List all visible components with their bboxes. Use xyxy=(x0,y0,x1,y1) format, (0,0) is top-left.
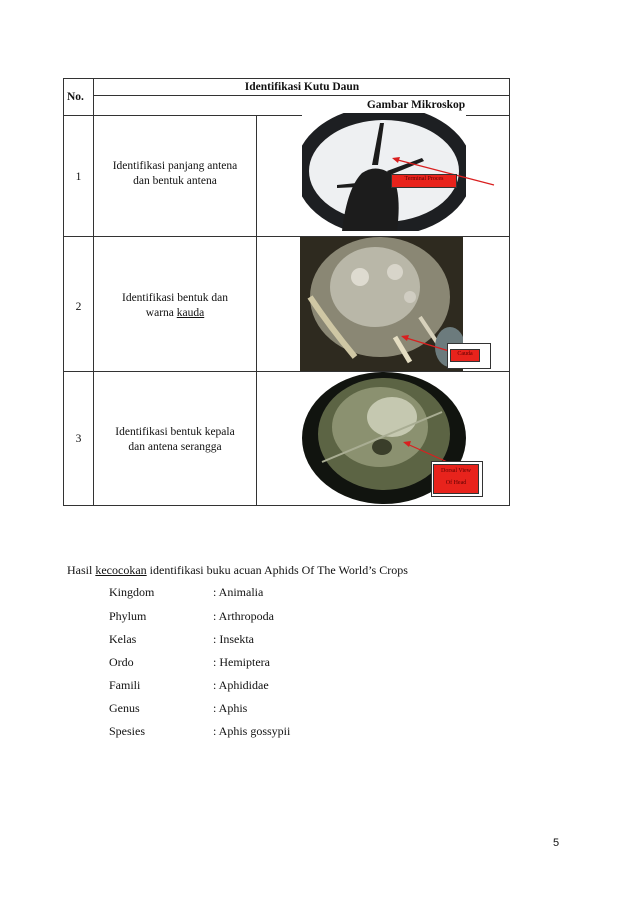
row-2-description xyxy=(94,291,256,321)
header-title: Identifikasi Kutu Daun xyxy=(244,81,360,93)
taxonomy-key-kelas: Kelas xyxy=(109,632,137,646)
row-2-label: Cauda xyxy=(450,349,480,362)
header-no: No. xyxy=(67,91,84,103)
header-subtitle: Gambar Mikroskop xyxy=(366,99,466,111)
taxonomy-key-phylum: Phylum xyxy=(109,609,147,623)
row-2-desc-line2: warna kauda xyxy=(145,307,205,319)
row-3-desc-line1: Identifikasi bentuk kepala xyxy=(115,426,235,438)
taxonomy-value-famili: : Aphididae xyxy=(213,678,269,692)
row-2-desc-line1: Identifikasi bentuk dan xyxy=(121,292,229,304)
taxonomy-value-genus: : Aphis xyxy=(213,701,248,715)
row-2-desc-underlined: kauda xyxy=(176,307,205,319)
col-divider-desc xyxy=(256,115,257,506)
row-3-number: 3 xyxy=(75,433,82,445)
taxonomy-value-phylum: : Arthropoda xyxy=(213,609,274,623)
page-number: 5 xyxy=(553,837,560,849)
taxonomy-key-kingdom: Kingdom xyxy=(109,585,155,599)
row-3-desc-line2: dan antena serangga xyxy=(128,441,222,453)
taxonomy-value-kelas: : Insekta xyxy=(213,632,254,646)
taxonomy-key-spesies: Spesies xyxy=(109,724,145,738)
row-3-label xyxy=(433,464,479,494)
taxonomy-key-famili: Famili xyxy=(109,678,141,692)
row-1-number: 1 xyxy=(75,171,82,183)
identification-table xyxy=(63,78,510,506)
row-3-label-line2: Of Head xyxy=(445,480,467,486)
result-underlined: kecocokan xyxy=(95,563,147,577)
row-2-number: 2 xyxy=(75,301,82,313)
header-divider xyxy=(93,95,510,96)
row-1-description xyxy=(94,159,256,189)
row-1-label: Terminal Proces xyxy=(391,174,457,188)
taxonomy-value-kingdom: : Animalia xyxy=(213,585,264,599)
row-3-label-line1: Dorsal View xyxy=(440,468,472,474)
taxonomy-key-genus: Genus xyxy=(109,701,140,715)
row-1-desc-line1: Identifikasi panjang antena xyxy=(112,160,238,172)
result-sentence: Hasil kecocokan identifikasi buku acuan Aphids Of The World’s Crops xyxy=(67,563,408,577)
taxonomy-key-ordo: Ordo xyxy=(109,655,134,669)
row-1-desc-line2: dan bentuk antena xyxy=(133,175,217,187)
taxonomy-value-spesies: : Aphis gossypii xyxy=(213,724,291,738)
row-3-description xyxy=(94,425,256,455)
taxonomy-value-ordo: : Hemiptera xyxy=(213,655,270,669)
